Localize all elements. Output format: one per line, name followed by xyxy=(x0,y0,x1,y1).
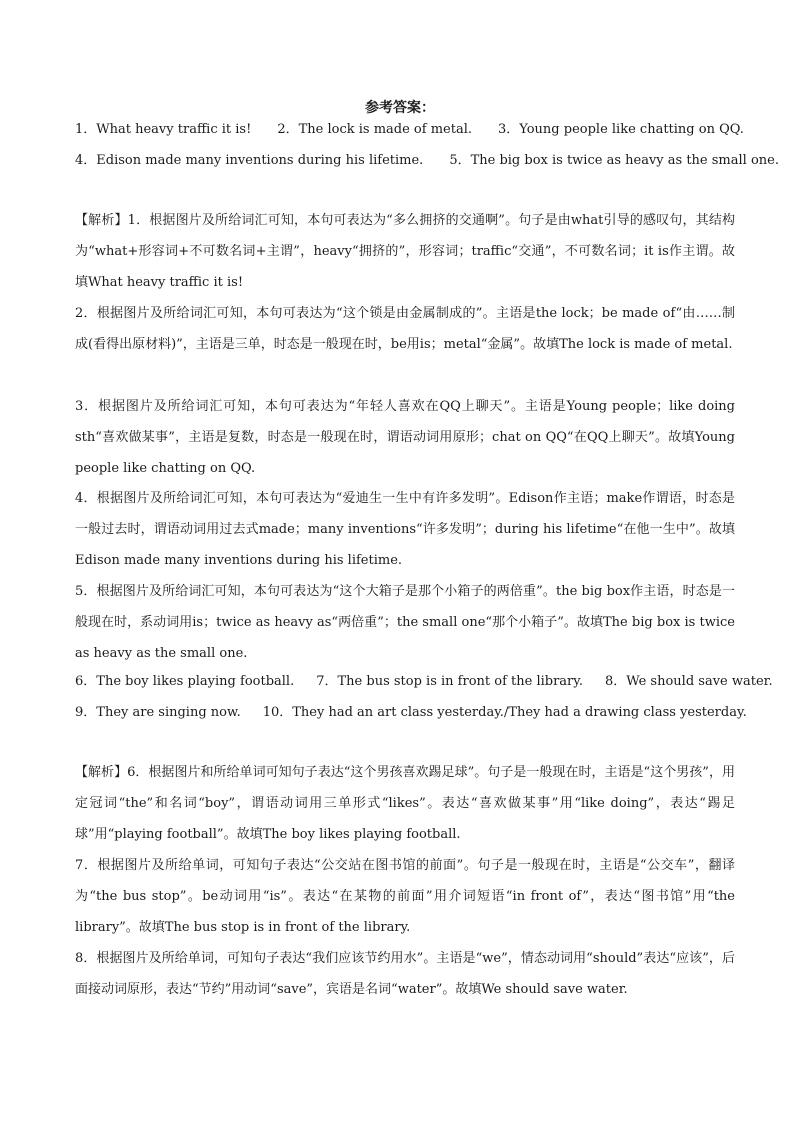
answer-9: 9．They are singing now. xyxy=(75,705,241,720)
answer-10: 10．They had an art class yesterday./They had a drawing class yesterday. xyxy=(262,705,747,720)
explanation-5: 5．根据图片及所给词汇可知，本句可表达为“这个大箱子是那个小箱子的两倍重”。the big box作主语，时态是一般现在时，系动词用is；twice as heavy as“两倍重”；the small one“那个小箱子”。故填The big box is twice as heavy as the small one. xyxy=(75,584,735,661)
answer-6: 6．The boy likes playing football. xyxy=(75,674,295,689)
answer-7: 7．The bus stop is in front of the library. xyxy=(316,674,584,689)
answer-line-9-10 xyxy=(75,704,747,722)
page-title: 参考答案： xyxy=(365,100,435,116)
answer-8: 8．We should save water. xyxy=(605,674,773,689)
explanation-7: 7．根据图片及所给单词，可知句子表达“公交站在图书馆的前面”。句子是一般现在时，主语是“公交车”，翻译为“the bus stop”。be动词用“is”。表达“在某物的前面”用介词短语“in front of”，表达“图书馆”用“the library”。故填The bus stop is in front of the library. xyxy=(75,858,735,935)
answer-1: 1．What heavy traffic it is! xyxy=(75,122,252,137)
answer-line-6-8 xyxy=(75,673,773,691)
answer-line-4-5 xyxy=(75,152,779,170)
explanation-1: 【解析】1．根据图片及所给词汇可知，本句可表达为“多么拥挤的交通啊”。句子是由what引导的感叹句，其结构为“what+形容词+不可数名词+主谓”，heavy“拥挤的”，形容词；traffic“交通”，不可数名词；it is作主谓。故填What heavy traffic it is! xyxy=(75,213,735,290)
explanation-3: 3．根据图片及所给词汇可知，本句可表达为“年轻人喜欢在QQ上聊天”。主语是Young people；like doing sth“喜欢做某事”，主语是复数，时态是一般现在时，谓语动词用原形；chat on QQ“在QQ上聊天”。故填Young people like chatting on QQ. xyxy=(75,399,735,476)
answer-3: 3．Young people like chatting on QQ. xyxy=(498,122,744,137)
answer-line-1-3 xyxy=(75,121,744,139)
explanation-4: 4．根据图片及所给词汇可知，本句可表达为“爱迪生一生中有许多发明”。Edison作主语；make作谓语，时态是一般过去时，谓语动词用过去式made；many inventions“许多发明”；during his lifetime“在他一生中”。故填Edison made many inventions during his lifetime. xyxy=(75,491,735,568)
explanation-6: 【解析】6．根据图片和所给单词可知句子表达“这个男孩喜欢踢足球”。句子是一般现在时，主语是“这个男孩”，用定冠词“the”和名词“boy”，谓语动词用三单形式“likes”。表达“喜欢做某事”用“like doing”，表达“踢足球”用“playing football”。故填The boy likes playing football. xyxy=(75,765,735,842)
answer-2: 2．The lock is made of metal. xyxy=(277,122,472,137)
answer-5: 5．The big box is twice as heavy as the small one. xyxy=(449,153,779,168)
explanation-8: 8．根据图片及所给单词，可知句子表达“我们应该节约用水”。主语是“we”，情态动词用“should”表达“应该”，后面接动词原形，表达“节约”用动词“save”，宾语是名词“water”。故填We should save water. xyxy=(75,951,735,997)
explanation-2: 2．根据图片及所给词汇可知，本句可表达为“这个锁是由金属制成的”。主语是the lock；be made of“由……制成(看得出原材料)”，主语是三单，时态是一般现在时，be用is；metal“金属”。故填The lock is made of metal. xyxy=(75,306,735,352)
answer-4: 4．Edison made many inventions during his lifetime. xyxy=(75,153,424,168)
